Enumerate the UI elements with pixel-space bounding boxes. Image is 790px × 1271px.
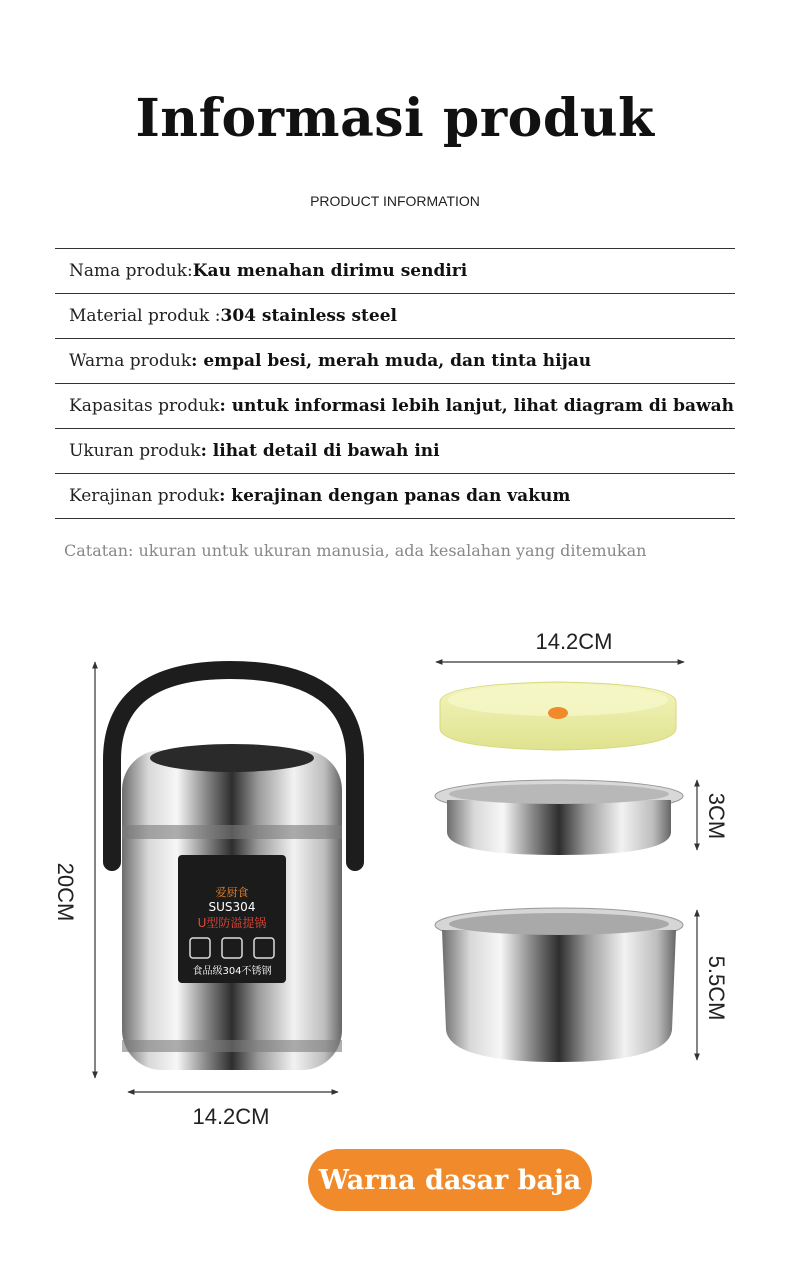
- page-subtitle: PRODUCT INFORMATION: [310, 193, 480, 209]
- size-note: Catatan: ukuran untuk ukuran manusia, ada kesalahan yang ditemukan: [64, 541, 647, 560]
- spec-label: Ukuran produk: [69, 441, 201, 461]
- vent-valve: [548, 707, 568, 719]
- product-dimension-figure: [0, 600, 790, 1140]
- tray-illustration: [435, 780, 683, 855]
- width-label-lid: 14.2CM: [535, 629, 613, 654]
- color-option-button[interactable]: Warna dasar baja: [308, 1149, 592, 1211]
- spec-label: Warna produk: [69, 351, 192, 371]
- spec-value: : empal besi, merah muda, dan tinta hijau: [191, 351, 592, 371]
- label-brand: 爱厨食: [215, 886, 249, 899]
- bowl-height-label: 5.5CM: [704, 955, 729, 1021]
- carrier-illustration: [112, 670, 355, 1070]
- lid-illustration: [440, 682, 676, 750]
- spec-row-color: [55, 339, 735, 384]
- spec-table: [55, 248, 735, 519]
- spec-row-size: [55, 429, 735, 474]
- spec-row-capacity: [55, 384, 735, 429]
- label-model: SUS304: [208, 900, 256, 914]
- height-label: 20CM: [53, 862, 78, 922]
- spec-value: 304 stainless steel: [220, 306, 397, 326]
- page-title: Informasi produk: [135, 88, 655, 149]
- spec-row-craft: [55, 474, 735, 519]
- tray-height-label: 3CM: [704, 792, 729, 840]
- spec-row-material: [55, 294, 735, 339]
- label-tagline: U型防溢提锅: [197, 916, 267, 930]
- spec-value: : untuk informasi lebih lanjut, lihat diagram di bawah: [219, 396, 734, 416]
- spec-value: : kerajinan dengan panas dan vakum: [219, 486, 571, 506]
- spec-value: Kau menahan dirimu sendiri: [192, 261, 468, 281]
- label-footer: 食品级304不锈钢: [192, 966, 272, 977]
- spec-value: : lihat detail di bawah ini: [200, 441, 440, 461]
- spec-label: Material produk :: [69, 306, 221, 326]
- spec-label: Nama produk:: [69, 261, 193, 281]
- width-label-body: 14.2CM: [192, 1104, 270, 1129]
- spec-label: Kapasitas produk: [69, 396, 220, 416]
- spec-label: Kerajinan produk: [69, 486, 220, 506]
- carrier-top: [150, 744, 314, 772]
- bowl-illustration: [435, 908, 683, 1062]
- spec-row-name: [55, 249, 735, 294]
